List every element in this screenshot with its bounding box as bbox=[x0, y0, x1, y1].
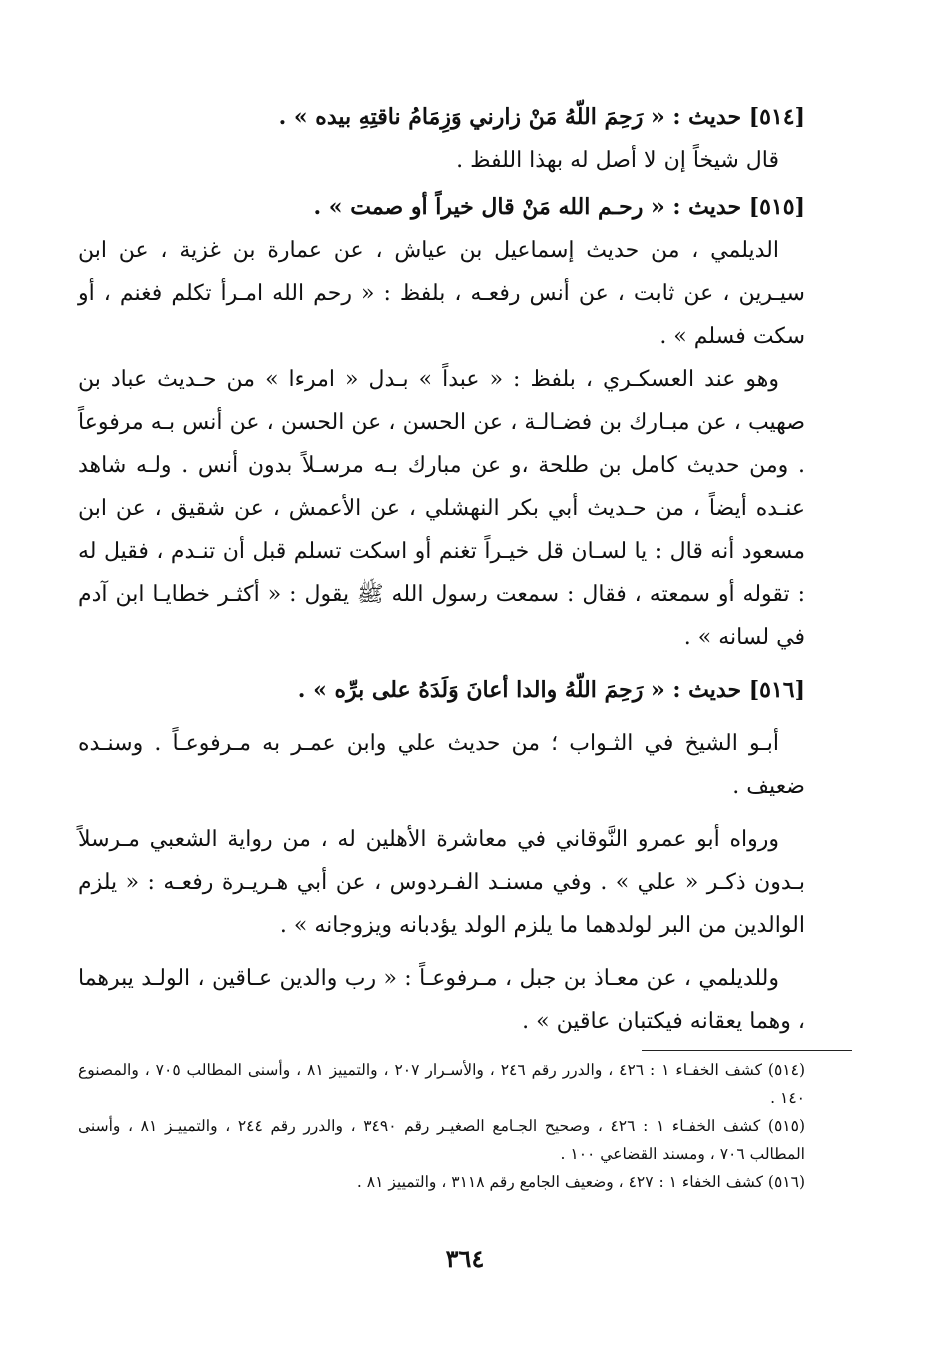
footnote-516: (٥١٦) كشف الخفاء ١ : ٤٢٧ ، وضعيف الجامع رقم ٣١١٨ ، والتمييز ٨١ . bbox=[356, 1173, 805, 1191]
hadith-515-heading: [٥١٥] حديث : « رحـم الله مَنْ قال خيراً أو صمت » . bbox=[313, 194, 805, 220]
page-number: ٣٦٤ bbox=[445, 1244, 485, 1273]
hadith-516-heading: [٥١٦] حديث : « رَحِمَ اللّهُ والدا أعانَ وَلَدَهُ على برِّه » . bbox=[297, 677, 805, 703]
footnote-514: (٥١٤) كشف الخفـاء ١ : ٤٢٦ ، والدرر رقم ٢٤٦ ، والأسـرار ٢٠٧ ، والتمييز ٨١ ، وأسنى المطالب ٧٠٥ ، والمصنوع ١٤٠ . bbox=[78, 1061, 805, 1107]
footnote-515: (٥١٥) كشف الخفـاء ١ : ٤٢٦ ، وصحيح الجـامع الصغيـر رقم ٣٤٩٠ ، والدرر رقم ٢٤٤ ، والتمييـز ٨١ ، وأسنى المطالب ٧٠٦ ، ومسند القضاعي ١٠٠ . bbox=[78, 1117, 805, 1163]
hadith-514-heading: [٥١٤] حديث : « رَحِمَ اللّهُ مَنْ زارني وَزِمَامُ ناقتِهِ بيده » . bbox=[278, 104, 805, 130]
footnotes bbox=[78, 1056, 805, 1196]
hadith-516-abu-shaykh: أبـو الشيخ في الثـواب ؛ من حديث علي وابن عمـر به مـرفوعـاً . وسنـده ضعيف . bbox=[78, 731, 805, 799]
hadith-516-daylami: وللديلمي ، عن معـاذ بن جبل ، مـرفوعـاً : « رب والدين عـاقين ، الولـد يبرهما ، وهما يعقانه فيكتبان عاقين » . bbox=[78, 966, 805, 1034]
hadith-515-askari: وهو عند العسكـري ، بلفظ : « عبداً » بـدل « امرءا » من حـديث عباد بن صهيب ، عن مبـارك بن فضـالـة ، عن الحسن ، عن الحسن ، عن أنس بـه مرفوعاً . ومن حديث كامل بن طلحة ،و عن مبارك بـه مرسـلاً بدون أنس . ولـه شاهد عنـده أيضاً ، من حـديث أبي بكر النهشلي ، عن الأعمش ، عن شقيق ، عن ابن مسعود أنه قال : يا لسـان قل خيـراً تغنم أو اسكت تسلم قبل أن تنـدم ، فقيل له : تقوله أو سمعته ، فقال : سمعت رسول الله ﷺ يقول : « أكثـر خطايـا ابن آدم في لسانه » . bbox=[78, 367, 805, 650]
hadith-516-nawqani: ورواه أبو عمرو النَّوقاني في معاشرة الأهلين له ، من رواية الشعبي مـرسلاً بـدون ذكـر « علي » . وفي مسنـد الفـردوس ، عن أبي هـريـرة رفعـه : « يلزم الوالدين من البر لولدهما ما يلزم الولد يؤدبانه ويزوجانه » . bbox=[78, 827, 805, 938]
footnote-divider bbox=[642, 1050, 852, 1051]
hadith-515-daylami: الديلمي ، من حديث إسماعيل بن عياش ، عن عمارة بن غزية ، عن ابن سيـرين ، عن ثابت ، عن أنس رفعـه ، بلفظ : « رحم الله امـرأ تكلم فغنم ، أو سكت فسلم » . bbox=[78, 238, 805, 349]
main-text bbox=[78, 92, 805, 1043]
hadith-514-comment: قال شيخاً إن لا أصل له بهذا اللفظ . bbox=[456, 148, 779, 173]
